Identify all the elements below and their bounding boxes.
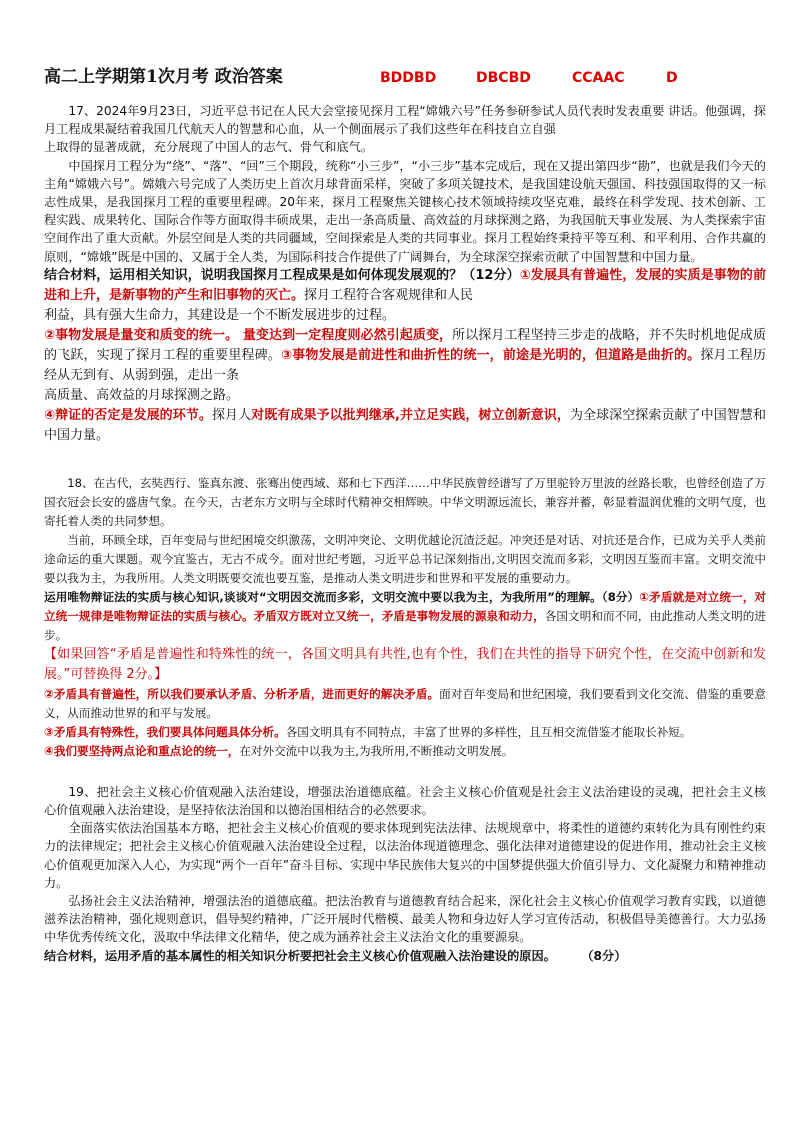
q17-answer-3-bold: ③事物发展是前进性和曲折性的统一，前途是光明的，但道路是曲折的。 [281,347,701,363]
q17-answer-4-bold-2: 对既有成果予以批判继承,并立足实践，树立创新意识， [251,407,570,423]
q17-material: 中国探月工程分为“绕”、“落”、“回”三个期段，统称“小三步”，“小三步”基本完成后，现在又提出第四步“勘”，也就是我们今天的主角“嫦娥六号”。嫦娥六号完成了人类历史上首次月球背面采样，突破了多项关键技术，是我国建设航天强国、科技强国取得的又一标志性成果，是我国探月工程的重要里程碑。20年来，探月工程聚焦关键核心技术领域持续攻坚克难，最终在科学发现、技术创新、工程实践、成果转化、国际合作等方面取得丰硕成果，走出一条高质量、高效益的月球探测之路，为我国航天事业发展、为人类探索宇宙空间作出了重大贡献。外层空间是人类的共同疆域，空间探索是人类的共同事业。探月工程始终秉持平等互利、和平利用、合作共赢的原则，“嫦娥”既是中国的、又属于全人类，为国际科技合作提供了广阔舞台，为全球深空探索贡献了中国智慧和中国力量。 [44,158,766,264]
q18-answer-3-text: 各国文明具有不同特点，丰富了世界的多样性，且互相交流借鉴才能取长补短。 [285,724,692,739]
q18-material-2: 当前，环顾全球，百年变局与世纪困境交织激荡，文明冲突论、文明优越论沉渣泛起。冲突还是对话、对抗还是合作，已成为关乎人类前途命运的重大课题。观今宜鉴古，无古不成今。面对世纪考题，习近平总书记深刻指出,文明因交流而多彩，文明因互鉴而丰富。文明交流中要以我为主，为我所用。人类文明既要交流也要互鉴，是推动人类文明进步和世界和平发展的重要动力。 [44,532,766,585]
q19-question-line [44,947,766,965]
q17-answer-3-line2: 高质量、高效益的月球探测之路。 [44,387,240,403]
q18-answer-2-bold: ②矛盾具有普遍性，所以我们要承认矛盾、分析矛盾，进而更好的解决矛盾。 [44,686,440,701]
q19-material-2: 全面落实依法治国基本方略，把社会主义核心价值观的要求体现到宪法法律、法规规章中，将柔性的道德约束转化为具有刚性约束力的法律规定；把社会主义核心价值观融入法治建设全过程，以法治体现道德理念、强化法律对道德建设的促进作用，推动社会主义核心价值观更加深入人心，为实现“两个一百年”奋斗目标、实现中华民族伟大复兴的中国梦提供强大价值引导力、文化凝聚力和精神推动力。 [44,821,766,890]
q17-answer-2-text: 所以探月工程坚持三步走的战略，并不失时机地促成质的飞跃，实现了探月工程的重要里程碑。 [44,327,766,363]
q17-answer-2-bold: ②事物发展是量变和质变的统一。 量变达到一定程度则必然引起质变， [44,327,453,343]
q18-answer-2-text: 面对百年变局和世纪困境，我们要看到文化交流、借鉴的重要意义，从而推动世界的和平与发展。 [44,686,766,720]
q18-material-1: 18、在古代，玄奘西行、鉴真东渡、张骞出使西域、郑和七下西洋……中华民族曾经谱写了万里驼铃万里波的丝路长歌，也曾经创造了万国衣冠会长安的盛唐气象。在今天，古老东方文明与全球时代精神交相辉映。中华文明源远流长，兼容并蓄，彰显着温润优雅的文明气度，也寄托着人类的共同梦想。 [44,475,766,528]
answer-group-2: DBCBD [476,70,531,86]
q17-answer-4-text-2: 为全球深空探索贡献了中国智慧和中国力量。 [44,407,766,443]
question-19 [44,783,766,965]
q18-answer-1-bold: ①矛盾就是对立统一，对立统一规律是唯物辩证法的实质与核心。矛盾双方既对立又统一，矛盾是事物发展的源泉和动力， [44,589,766,623]
answer-group-1: BDDBD [380,70,437,86]
q17-question-and-answer-1 [44,266,766,306]
q18-scoring-note: 【如果回答“矛盾是普遍性和特殊性的统一，各国文明具有共性,也有个性，我们在共性的指导下研究个性，在交流中创新和发展。”可替换得 2分。】 [44,646,766,682]
answer-group-4: D [666,70,678,86]
q17-answer-4 [44,406,766,446]
q17-answer-4-text-1: 探月人 [211,407,252,423]
answer-group-3: CCAAC [572,70,625,86]
q17-answer-1-line2: 利益，具有强大生命力，其建设是一个不断发展进步的过程。 [44,307,396,323]
question-17 [44,102,766,446]
page-title: 高二上学期第1次月考 政治答案 [44,67,283,87]
q18-answer-3-bold: ③矛盾具有特殊性，我们要具体问题具体分析。 [44,724,286,739]
q17-answer-3-text: 探月工程历经从无到有、从弱到强，走出一条 [44,347,766,383]
q18-answer-4-bold: ④我们要坚持两点论和重点论的统一， [44,743,240,758]
q17-answer-1-text: 探月工程符合客观规律和人民 [304,287,474,303]
q18-answer-3 [44,723,766,742]
q17-question: 结合材料，运用相关知识，说明我国探月工程成果是如何体现发展观的？（12分） [44,267,520,283]
q19-score: （8分） [581,948,627,963]
answer-page [44,62,766,965]
q17-intro-1: 17、2024年9月23日，习近平总书记在人民大会堂接见探月工程“嫦娥六号”任务参研参试人员代表时发表重要 讲话。他强调，探月工程成果凝结着我国几代航天人的智慧和心血，从一个侧面展示了我们这些年在科技自立自强 [44,104,766,137]
q18-question-and-answer-1 [44,588,766,645]
q18-question: 运用唯物辩证法的实质与核心知识,谈谈对“文明因交流而多彩，文明交流中要以我为主，为我所用”的理解。（8分） [44,589,640,604]
q19-question: 结合材料，运用矛盾的基本属性的相关知识分析要把社会主义核心价值观融入法治建设的原因。 [44,948,556,963]
q17-answer-1-bold: ①发展具有普遍性，发展的实质是事物的前进和上升，是新事物的产生和旧事物的灭亡。 [44,267,766,303]
question-18 [44,474,766,761]
q17-answer-4-bold: ④辩证的否定是发展的环节。 [44,407,212,423]
q18-answer-1-text: 各国文明和而不同，由此推动人类文明的进步。 [44,608,766,642]
title-row [44,62,766,88]
q19-material-3: 弘扬社会主义法治精神，增强法治的道德底蕴。把法治教育与道德教育结合起来，深化社会主义核心价值观学习教育实践，以道德滋养法治精神，强化规则意识，倡导契约精神，广泛开展时代楷模、最美人物和身边好人学习宣传活动，积极倡导美德善行。大力弘扬中华优秀传统文化，汲取中华法律文化精华，使之成为涵养社会主义法治文化的重要源泉。 [44,894,766,945]
q17-answer-2 [44,326,766,386]
q18-answer-4 [44,742,766,761]
q18-answer-2 [44,685,766,723]
q19-material-1: 19、把社会主义核心价值观融入法治建设，增强法治道德底蕴。社会主义核心价值观是社会主义法治建设的灵魂，把社会主义核心价值观融入法治建设，是坚持依法治国和以德治国相结合的必然要求。 [44,784,766,818]
q18-answer-4-text: 在对外交流中以我为主,为我所用,不断推动文明发展。 [239,743,514,758]
q17-intro-2: 上取得的显著成就，充分展现了中国人的志气、骨气和底气。 [44,140,374,155]
